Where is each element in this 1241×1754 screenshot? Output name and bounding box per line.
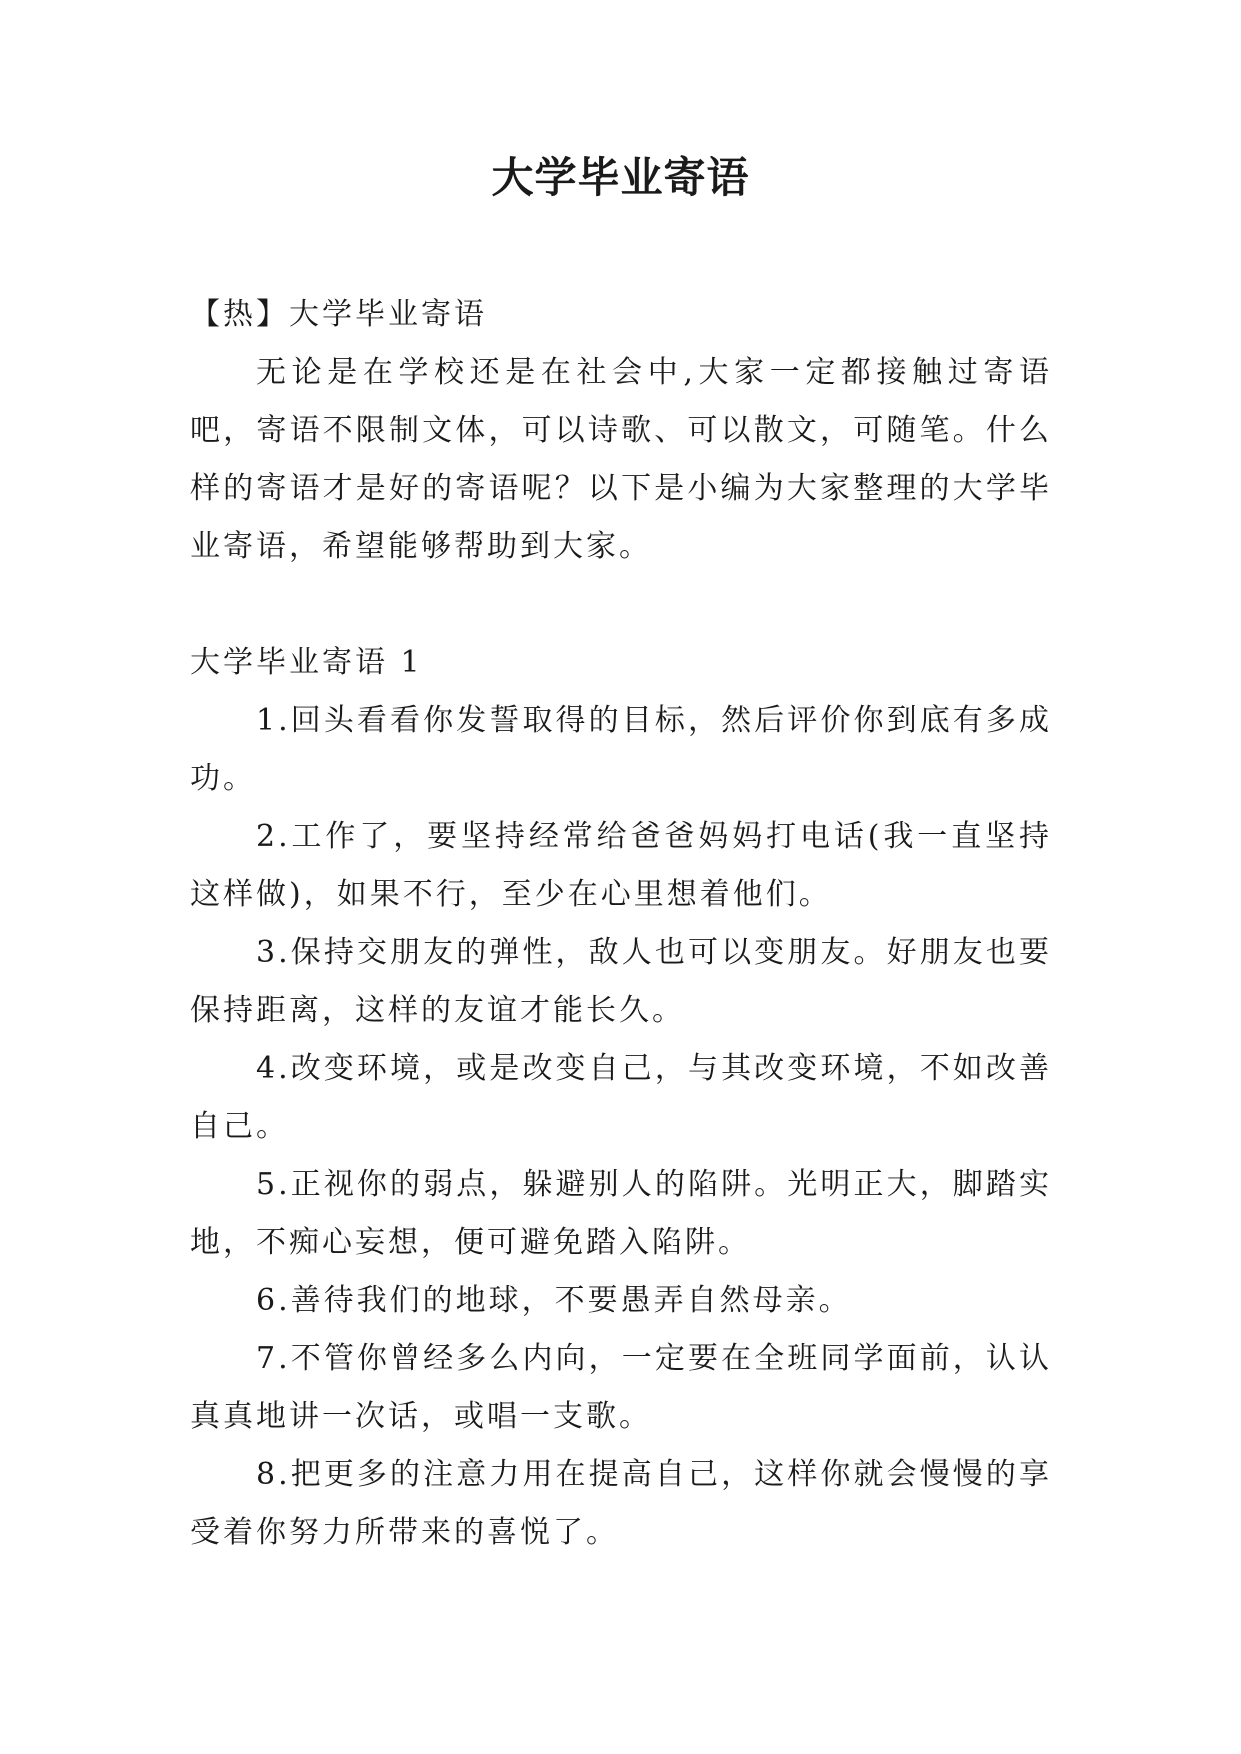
list-item: 6.善待我们的地球，不要愚弄自然母亲。 — [256, 1283, 852, 1318]
list-item: 5.正视你的弱点，躲避别人的陷阱。光明正大，脚踏实地，不痴心妄想，便可避免踏入陷阱。 — [190, 1167, 1052, 1260]
paragraph-spacer — [190, 576, 1052, 634]
section-heading: 大学毕业寄语 1 — [190, 645, 423, 680]
list-item: 1.回头看看你发誓取得的目标，然后评价你到底有多成功。 — [190, 703, 1052, 796]
document-body — [190, 286, 1052, 1562]
intro-paragraph: 无论是在学校还是在社会中,大家一定都接触过寄语吧，寄语不限制文体，可以诗歌、可以散文，可随笔。什么样的寄语才是好的寄语呢？以下是小编为大家整理的大学毕业寄语，希望能够帮助到大家。 — [190, 355, 1052, 564]
subtitle: 【热】大学毕业寄语 — [190, 297, 487, 332]
list-item: 8.把更多的注意力用在提高自己，这样你就会慢慢的享受着你努力所带来的喜悦了。 — [190, 1457, 1052, 1550]
list-item: 7.不管你曾经多么内向，一定要在全班同学面前，认认真真地讲一次话，或唱一支歌。 — [190, 1341, 1052, 1434]
list-item: 2.工作了，要坚持经常给爸爸妈妈打电话(我一直坚持这样做)，如果不行，至少在心里想着他们。 — [190, 819, 1052, 912]
list-item: 3.保持交朋友的弹性，敌人也可以变朋友。好朋友也要保持距离，这样的友谊才能长久。 — [190, 935, 1052, 1028]
list-item: 4.改变环境，或是改变自己，与其改变环境，不如改善自己。 — [190, 1051, 1052, 1144]
document-title: 大学毕业寄语 — [491, 153, 750, 202]
